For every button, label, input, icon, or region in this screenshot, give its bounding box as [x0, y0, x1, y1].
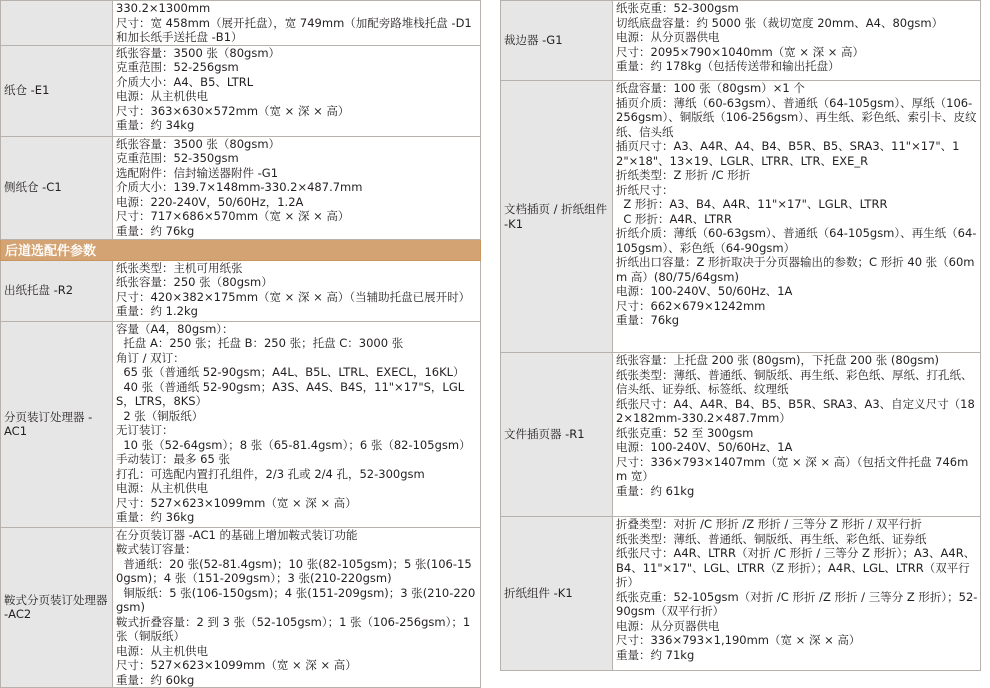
- spec-line: 重量：约 61kg: [616, 483, 695, 498]
- spec-line: 折纸类型：Z 形折 /C 形折: [616, 168, 751, 182]
- spec-values: [113, 1, 481, 46]
- spec-line: 重量：约 60kg: [116, 672, 195, 687]
- spec-line: 电源：从主机供电: [116, 643, 208, 658]
- spec-line: 鞍式折叠容量：2 到 3 张（52-105gsm）；1 张（106-256gsm）；1 张（铜版纸）: [116, 614, 474, 643]
- spec-line: 电源：220-240V，50/60Hz，1.2A: [116, 194, 304, 209]
- spec-values: [613, 1, 981, 81]
- spec-row: [1, 527, 481, 688]
- spec-line: 电源：从主机供电: [116, 481, 208, 495]
- spec-line: 纸张类型：薄纸、普通纸、铜版纸、再生纸、彩色纸、证券纸: [616, 531, 927, 546]
- spec-line: 尺寸：527×623×1099mm（宽 × 深 × 高）: [116, 658, 357, 672]
- spec-row: [501, 1, 981, 81]
- spec-line: 纸张类型：主机可用纸张: [116, 260, 243, 275]
- spec-line: 在分页装订器 -AC1 的基础上增加鞍式装订功能: [116, 527, 358, 542]
- spec-line: 重量：约 76kg: [116, 223, 195, 238]
- spec-line: 选配附件：信封输送器附件 -G1: [116, 165, 279, 180]
- spec-line: 尺寸：336×793×1407mm（宽 × 深 × 高）（包括文件托盘 746mm 宽）: [616, 454, 969, 483]
- spec-line: 容量（A4，80gsm）：: [116, 321, 234, 336]
- spec-line: 纸张克重：52 至 300gsm: [616, 425, 754, 440]
- left-spec-table: [0, 0, 481, 688]
- spec-line: 介质大小：139.7×148mm-330.2×487.7mm: [116, 180, 363, 194]
- spec-values: [613, 517, 981, 671]
- spec-label: 侧纸仓 -C1: [1, 136, 113, 239]
- spec-label: 折纸组件 -K1: [501, 517, 613, 671]
- spec-row: [501, 517, 981, 671]
- spec-line: 普通纸：20 张(52-81.4gsm)；10 张(82-105gsm)；5 张(106-150gsm)；4 张（151-209gsm）；3 张(210-220gsm): [116, 556, 472, 585]
- spec-line: 纸张容量：250 张（80gsm）: [116, 275, 273, 289]
- spec-line: 无订装订：: [116, 423, 174, 437]
- spec-line: 尺寸：宽 458mm（展开托盘），宽 749mm（加配旁路堆栈托盘 -D1: [116, 15, 472, 30]
- spec-line: 电源：从主机供电: [116, 89, 208, 103]
- spec-line: 330.2×1300mm: [116, 1, 211, 15]
- spec-line: 纸张尺寸：A4R、LTRR（对折 /C 形折 / 三等分 Z 形折）；A3、A4R、B4、11"×17"、LGL、LTRR（Z 形折）；A4R、LGL、LTRR（双平行折）: [616, 546, 976, 589]
- spec-values: [113, 321, 481, 527]
- section-title: 后道选配件参数: [1, 239, 481, 260]
- spec-values: [613, 353, 981, 517]
- spec-line: 纸张类型：薄纸、普通纸、铜版纸、再生纸、彩色纸、厚纸、打孔纸、信头纸、证券纸、标签纸、纹理纸: [616, 367, 973, 396]
- spec-line: 重量：约 178kg（包括传送带和输出托盘）: [616, 59, 840, 73]
- spec-line: 65 张（普通纸 52-90gsm；A4L、B5L、LTRL、EXECL，16KL）: [116, 365, 465, 379]
- spec-line: 角订 / 双订：: [116, 350, 185, 365]
- spec-line: 折纸尺寸：: [616, 182, 674, 197]
- spec-line: 纸张克重：52-300gsm: [616, 1, 739, 15]
- spec-row: [1, 1, 481, 46]
- spec-line: 电源：100-240V、50/60Hz、1A: [616, 440, 793, 454]
- spec-line: 电源：100-240V、50/60Hz、1A: [616, 284, 793, 298]
- spec-line: 重量：76kg: [616, 313, 680, 327]
- spec-line: 托盘 A：250 张；托盘 B：250 张；托盘 C：3000 张: [116, 336, 404, 350]
- spec-row: [1, 45, 481, 136]
- spec-line: 鞍式装订容量：: [116, 542, 197, 556]
- spec-line: 插页尺寸：A3、A4R、A4、B4、B5R、B5、SRA3、11"×17"、12"×18"、13×19、LGLR、LTRR、LTR、EXE_R: [616, 139, 960, 168]
- spec-line: 纸张尺寸：A4、A4R、B4、B5、B5R、SRA3、A3、自定义尺寸（182×182mm-330.2×487.7mm）: [616, 396, 975, 425]
- spec-label: 鞍式分页装订处理器 -AC2: [1, 527, 113, 688]
- spec-line: 铜版纸：5 张(106-150gsm)；4 张(151-209gsm)；3 张(210-220gsm): [116, 585, 476, 614]
- spec-label: 裁边器 -G1: [501, 1, 613, 81]
- spec-row: [1, 321, 481, 527]
- spec-line: 40 张（普通纸 52-90gsm；A3S、A4S、B4S，11"×17"S，LGLS，LTRS，8KS）: [116, 379, 465, 408]
- spec-line: 折纸出口容量：Z 形折取决于分页器输出的参数；C 形折 40 张（60mm 高）(80/75/64gsm): [616, 255, 975, 284]
- spec-line: 尺寸：662×679×1242mm: [616, 298, 766, 313]
- spec-label: 出纸托盘 -R2: [1, 260, 113, 321]
- spec-line: 纸张容量：上托盘 200 张 (80gsm)，下托盘 200 张 (80gsm): [616, 353, 940, 367]
- spec-line: 电源：从分页器供电: [616, 30, 720, 44]
- section-header-row: [1, 239, 481, 260]
- spec-line: C 形折：A4R、LTRR: [616, 211, 733, 226]
- spec-label: [1, 1, 113, 46]
- spec-line: 2 张（铜版纸）: [116, 408, 204, 423]
- spec-line: 纸盘容量：100 张（80gsm）×1 个: [616, 81, 805, 95]
- spec-line: 折叠类型：对折 /C 形折 /Z 形折 / 三等分 Z 形折 / 双平行折: [616, 517, 922, 531]
- spec-label: 文件插页器 -R1: [501, 353, 613, 517]
- spec-line: 克重范围：52-350gsm: [116, 151, 239, 165]
- spec-line: 重量：约 71kg: [616, 647, 695, 662]
- spec-line: 纸张克重：52-105gsm（对折 /C 形折 /Z 形折 / 三等分 Z 形折）；52-90gsm（双平行折）: [616, 589, 978, 618]
- spec-values: [613, 81, 981, 353]
- spec-line: 折纸介质：薄纸（60-63gsm）、普通纸（64-105gsm）、再生纸（64-105gsm）、彩色纸（64-90gsm）: [616, 226, 977, 255]
- spec-line: 尺寸：420×382×175mm（宽 × 深 × 高）（当辅助托盘已展开时）: [116, 289, 471, 304]
- spec-line: 10 张（52-64gsm）；8 张（65-81.4gsm）；6 张（82-105gsm）: [116, 437, 471, 452]
- spec-label: 纸仓 -E1: [1, 45, 113, 136]
- right-spec-table: [500, 0, 981, 671]
- spec-line: 和加长纸手送托盘 -B1）: [116, 30, 243, 44]
- spec-line: 克重范围：52-256gsm: [116, 60, 239, 74]
- spec-values: [113, 136, 481, 239]
- spec-line: 插页介质：薄纸（60-63gsm）、普通纸（64-105gsm）、厚纸（106-256gsm）、铜版纸（106-256gsm）、再生纸、彩色纸、索引卡、皮纹纸、信头纸: [616, 95, 977, 139]
- spec-line: 重量：约 36kg: [116, 510, 195, 524]
- spec-values: [113, 527, 481, 688]
- spec-line: 纸张容量：3500 张（80gsm）: [116, 45, 281, 60]
- spec-line: 电源：从分页器供电: [616, 618, 720, 633]
- spec-line: Z 形折：A3、B4、A4R、11"×17"、LGLR、LTRR: [616, 197, 888, 211]
- spec-row: [501, 81, 981, 353]
- spec-line: 尺寸：527×623×1099mm（宽 × 深 × 高）: [116, 495, 357, 510]
- spec-row: [1, 136, 481, 239]
- spec-label: 分页装订处理器 -AC1: [1, 321, 113, 527]
- spec-line: 介质大小：A4、B5、LTRL: [116, 74, 254, 89]
- spec-line: 打孔：可选配内置打孔组件，2/3 孔或 2/4 孔，52-300gsm: [116, 466, 425, 481]
- spec-line: 重量：约 34kg: [116, 118, 195, 132]
- spec-row: [1, 260, 481, 321]
- spec-line: 切纸底盘容量：约 5000 张（裁切宽度 20mm、A4、80gsm）: [616, 15, 944, 30]
- spec-line: 纸张容量：3500 张（80gsm）: [116, 136, 281, 151]
- spec-values: [113, 45, 481, 136]
- spec-line: 重量：约 1.2kg: [116, 304, 198, 318]
- spec-row: [501, 353, 981, 517]
- spec-line: 尺寸：336×793×1,190mm（宽 × 深 × 高）: [616, 633, 861, 647]
- spec-line: 尺寸：363×630×572mm（宽 × 深 × 高）: [116, 103, 350, 118]
- spec-line: 手动装订：最多 65 张: [116, 452, 230, 466]
- spec-label: 文档插页 / 折纸组件 -K1: [501, 81, 613, 353]
- spec-values: [113, 260, 481, 321]
- spec-line: 尺寸：717×686×570mm（宽 × 深 × 高）: [116, 209, 350, 223]
- spec-line: 尺寸：2095×790×1040mm（宽 × 深 × 高）: [616, 44, 865, 59]
